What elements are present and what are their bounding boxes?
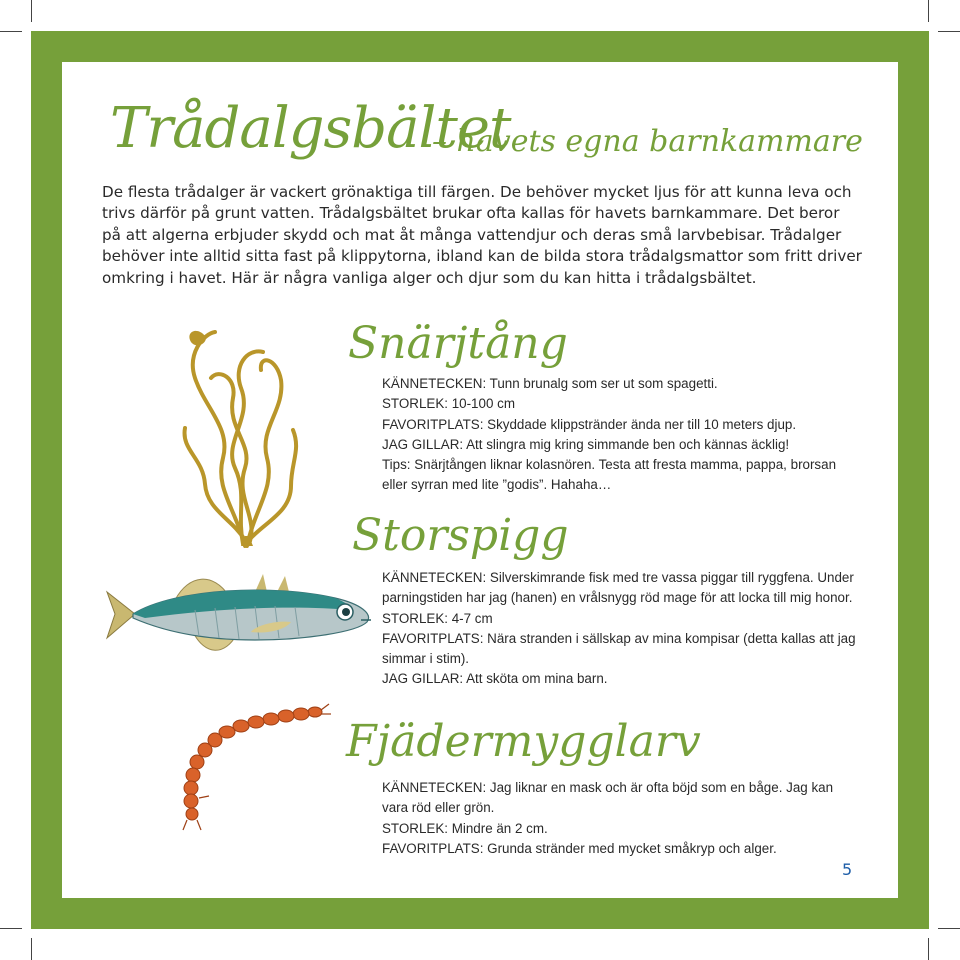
fact-line: KÄNNETECKEN: Tunn brunalg som ser ut som spagetti.: [382, 376, 718, 391]
intro-text: De flesta trådalger är vackert grönaktiga till färgen. De behöver mycket ljus för att kunna leva och trivs därför på grunt vatten. Trådalgsbältet brukar ofta kallas för havets barnkammare. Det beror på att algerna erbjuder skydd och mat åt många vattendjur och deras små larvbebisar. Trådalger behöver inte alltid sitta fast på klippytorna, ibland kan de bilda stora trådalgsmattor som fritt driver omkring i havet. Här är några vanliga alger och djur som du kan hitta i trådalgsbältet.: [102, 183, 862, 287]
crop-mark: [0, 928, 22, 929]
crop-mark: [31, 938, 32, 960]
fact-line: KÄNNETECKEN: Silverskimrande fisk med tre vassa piggar till ryggfena. Under parningstiden har jag (hanen) en vrålsnygg röd mage för att locka till mig honor.: [382, 570, 854, 606]
seaweed-illustration: [175, 318, 305, 548]
fact-line: FAVORITPLATS: Grunda stränder med mycket småkryp och alger.: [382, 840, 777, 856]
facts-fjadermygglarv: [382, 778, 862, 859]
midge-larva-illustration: [175, 700, 335, 840]
crop-mark: [0, 31, 22, 32]
fact-line: JAG GILLAR: Att slingra mig kring simmande ben och kännas äcklig!: [382, 436, 790, 452]
fact-line: STORLEK: 4-7 cm: [382, 610, 493, 626]
fact-line: KÄNNETECKEN: Jag liknar en mask och är ofta böjd som en båge. Jag kan vara röd eller grön.: [382, 780, 834, 816]
stickleback-fish-illustration: [105, 570, 375, 660]
fact-line: FAVORITPLATS: Skyddade klippstränder ända ner till 10 meters djup.: [382, 416, 797, 432]
crop-mark: [928, 0, 929, 22]
facts-storspigg: [382, 568, 862, 690]
crop-mark: [31, 0, 32, 22]
section-title-fjadermygglarv: Fjädermygglarv: [346, 716, 701, 767]
fact-line: FAVORITPLATS: Nära stranden i sällskap av mina kompisar (detta kallas att jag simmar i stim).: [382, 630, 856, 667]
fact-line: Tips: Snärjtången liknar kolasnören. Testa att fresta mamma, pappa, brorsan eller syrran med lite ”godis”. Hahaha…: [382, 457, 837, 493]
page-subtitle: – havets egna barnkammare: [432, 124, 863, 159]
page-title: Trådalgsbältet: [110, 96, 511, 161]
crop-mark: [938, 31, 960, 32]
facts-snarjtang: [382, 374, 862, 496]
crop-mark: [928, 938, 929, 960]
crop-mark: [938, 928, 960, 929]
page-number: 5: [842, 860, 853, 879]
section-title-storspigg: Storspigg: [352, 510, 569, 561]
fact-line: JAG GILLAR: Att sköta om mina barn.: [382, 671, 608, 687]
section-title-snarjtang: Snärjtång: [348, 318, 568, 369]
fact-line: STORLEK: 10-100 cm: [382, 396, 515, 412]
fact-line: STORLEK: Mindre än 2 cm.: [382, 820, 548, 836]
